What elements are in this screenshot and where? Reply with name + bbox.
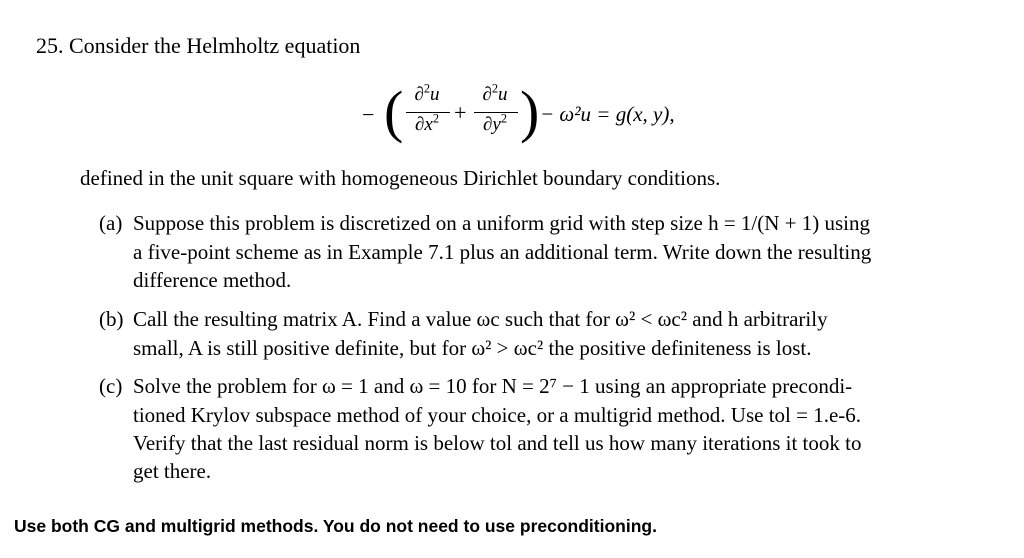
superscript-2: 2	[500, 111, 507, 126]
var-x: x	[424, 114, 433, 135]
part-line: Call the resulting matrix A. Find a value ωc such that for ω² < ωc² and h arbitrarily	[133, 307, 828, 331]
var-u: u	[430, 84, 440, 105]
part-label: (b)	[99, 307, 124, 331]
left-paren: (	[384, 79, 404, 144]
part-line: small, A is still positive definite, but for ω² > ωc² the positive definiteness is lost.	[133, 336, 812, 360]
problem-title: Consider the Helmholtz equation	[69, 33, 361, 58]
denominator-dy2	[472, 111, 518, 136]
right-paren: )	[520, 79, 540, 144]
part-line: Verify that the last residual norm is below tol and tell us how many iterations it took to	[133, 431, 862, 455]
part-line: get there.	[133, 459, 212, 483]
part-label: (c)	[99, 374, 123, 398]
part-line: tioned Krylov subspace method of your choice, or a multigrid method. Use tol = 1.e-6.	[133, 403, 862, 427]
fraction-bar	[406, 112, 450, 113]
partial-symbol: ∂	[482, 84, 492, 105]
fraction-bar	[474, 112, 518, 113]
leading-minus: −	[362, 102, 375, 127]
intro-text: defined in the unit square with homogeneous Dirichlet boundary conditions.	[80, 166, 721, 190]
helmholtz-equation	[360, 79, 740, 148]
var-u: u	[498, 84, 508, 105]
equation-tail: − ω²u = g(x, y),	[540, 102, 675, 126]
problem-heading	[36, 33, 360, 59]
problem-number: 25.	[36, 33, 64, 58]
fraction-d2u-dx2	[404, 81, 450, 106]
part-label: (a)	[99, 211, 123, 235]
superscript-2: 2	[423, 81, 431, 96]
superscript-2: 2	[432, 111, 439, 126]
superscript-2: 2	[491, 81, 499, 96]
var-y: y	[492, 114, 501, 135]
instruction-note: Use both CG and multigrid methods. You do not need to use preconditioning.	[14, 516, 657, 536]
part-line: a five-point scheme as in Example 7.1 plus an additional term. Write down the resulting	[133, 240, 872, 264]
part-line: Solve the problem for ω = 1 and ω = 10 for N = 2⁷ − 1 using an appropriate precondi-	[133, 374, 853, 398]
partial-symbol: ∂	[415, 114, 425, 135]
partial-symbol: ∂	[414, 84, 424, 105]
part-line: difference method.	[133, 268, 292, 292]
fraction-d2u-dy2	[472, 81, 518, 106]
part-line: Suppose this problem is discretized on a uniform grid with step size h = 1/(N + 1) using	[133, 211, 870, 235]
denominator-dx2	[404, 111, 450, 136]
partial-symbol: ∂	[483, 114, 493, 135]
plus-sign: +	[454, 100, 467, 125]
